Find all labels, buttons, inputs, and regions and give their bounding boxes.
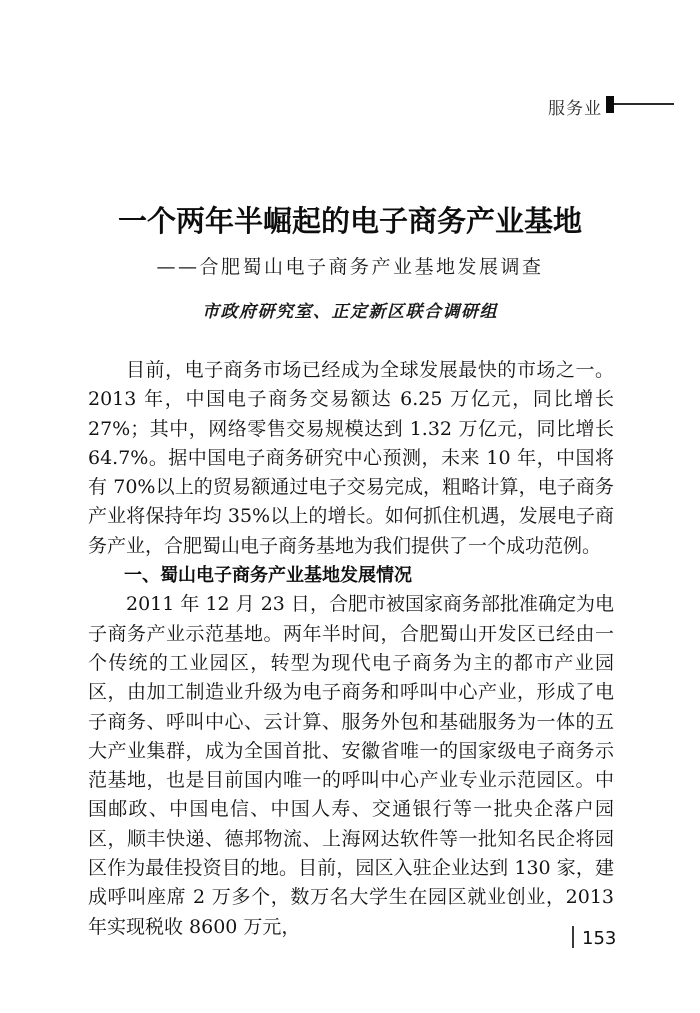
article-body: [88, 356, 614, 942]
header-rule: [614, 103, 674, 105]
page-number-rule: [572, 926, 574, 948]
paragraph-intro: 目前，电子商务市场已经成为全球发展最快的市场之一。2013 年，中国电子商务交易额达 6.25 万亿元，同比增长 27%；其中，网络零售交易规模达到 1.32 万亿元，同比增长 64.7%。据中国电子商务研究中心预测，未来 10 年，中国将有 70%以上的贸易额通过电子交易完成，粗略计算，电子商务产业将保持年均 35%以上的增长。如何抓住机遇，发展电子商务产业，合肥蜀山电子商务基地为我们提供了一个成功范例。: [88, 359, 614, 557]
article-subtitle: ——合肥蜀山电子商务产业基地发展调查: [156, 256, 544, 278]
page-number: 153: [582, 928, 617, 949]
section-marker-icon: [606, 96, 614, 113]
article-title: 一个两年半崛起的电子商务产业基地: [117, 204, 582, 238]
paragraph-base-development: 2011 年 12 月 23 日，合肥市被国家商务部批准确定为电子商务产业示范基地。两年半时间，合肥蜀山开发区已经由一个传统的工业园区，转型为现代电子商务为主的都市产业园区，由加工制造业升级为电子商务和呼叫中心产业，形成了电子商务、呼叫中心、云计算、服务外包和基础服务为一体的五大产业集群，成为全国首批、安徽省唯一的国家级电子商务示范基地，也是目前国内唯一的呼叫中心产业专业示范园区。中国邮政、中国电信、中国人寿、交通银行等一批央企落户园区，顺丰快递、德邦物流、上海网达软件等一批知名民企将园区作为最佳投资目的地。目前，园区入驻企业达到 130 家，建成呼叫座席 2 万多个，数万名大学生在园区就业创业，2013 年实现税收 8600 万元，: [88, 593, 614, 938]
running-header-section-label: 服务业: [548, 99, 602, 119]
section-heading-1: 一、蜀山电子商务产业基地发展情况: [124, 565, 412, 587]
article-author-byline: 市政府研究室、正定新区联合调研组: [202, 302, 498, 322]
